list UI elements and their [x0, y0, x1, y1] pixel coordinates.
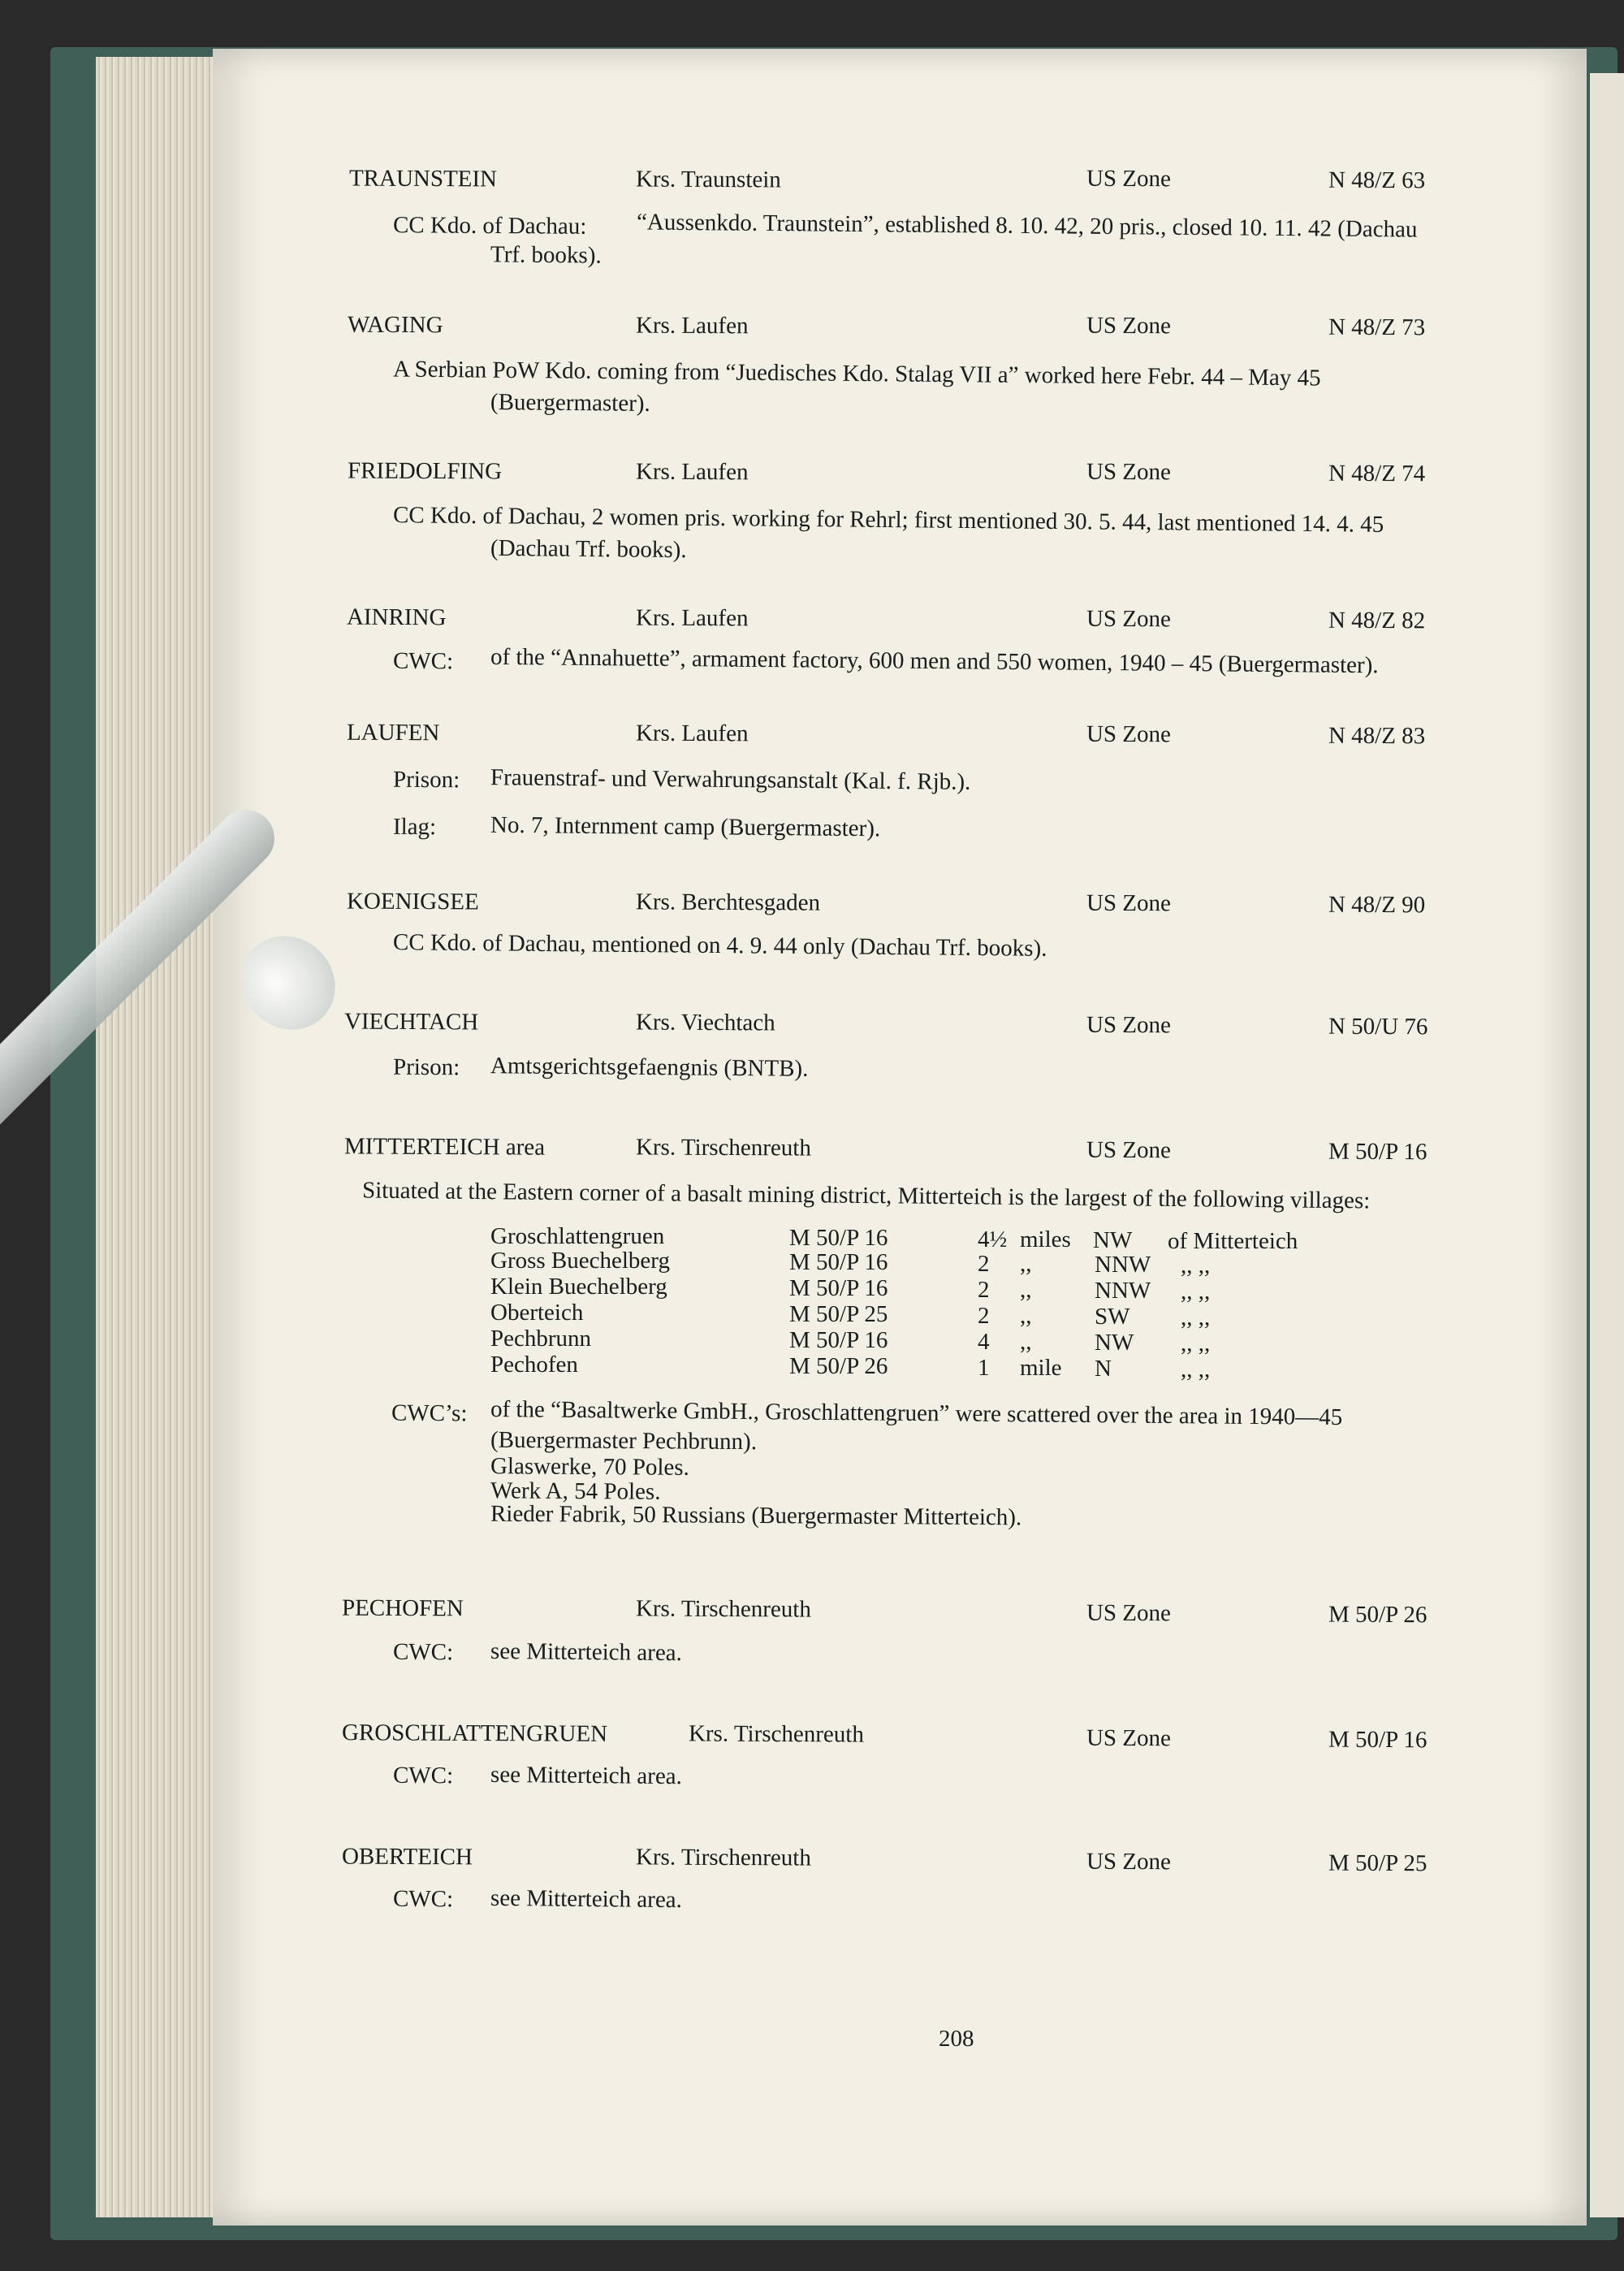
village-grid: M 50/P 26: [789, 1353, 888, 1379]
entry-district: Krs. Traunstein: [635, 166, 781, 193]
cwc-line: Glaswerke, 70 Poles.: [490, 1453, 689, 1481]
entry-note-text: Frauenstraf- und Verwahrungsanstalt (Kal. f. Rjb.).: [490, 764, 971, 795]
entry-grid: N 48/Z 90: [1328, 891, 1426, 919]
page-number: 208: [939, 2026, 974, 2052]
entry-district: Krs. Laufen: [635, 458, 749, 486]
entry-zone: US Zone: [1086, 458, 1172, 486]
entry-note-text: (Dachau Trf. books).: [490, 534, 687, 564]
entry-name: GROSCHLATTENGRUEN: [341, 1719, 608, 1747]
entry-grid: N 48/Z 73: [1328, 314, 1426, 341]
entry-district: Krs. Tirschenreuth: [635, 1844, 811, 1871]
entry-zone: US Zone: [1086, 720, 1172, 748]
entry-name: OBERTEICH: [341, 1843, 473, 1871]
entry-grid: N 48/Z 74: [1328, 460, 1426, 487]
entry-note-label: CWC:: [392, 647, 454, 675]
entry-name: MITTERTEICH area: [343, 1133, 546, 1161]
entry-name: AINRING: [346, 603, 447, 631]
entry-note-label: Prison:: [392, 1053, 460, 1081]
entry-note-text: Trf. books).: [490, 241, 602, 269]
entry-note-label: CWC:: [392, 1762, 454, 1789]
entry-district: Krs. Tirschenreuth: [635, 1134, 811, 1161]
entry-note-label: CWC:: [392, 1638, 454, 1666]
village-unit: miles: [1020, 1226, 1071, 1252]
entry-note-label: Prison:: [392, 766, 460, 794]
entry-note-text: of the “Annahuette”, armament factory, 600 men and 550 women, 1940 – 45 (Buergermaster).: [490, 643, 1379, 679]
entry-grid: N 48/Z 63: [1328, 167, 1426, 194]
entry-zone: US Zone: [1086, 889, 1172, 917]
entry-zone: US Zone: [1086, 1599, 1172, 1627]
village-distance: 1: [978, 1355, 990, 1381]
entry-name: FRIEDOLFING: [347, 457, 503, 485]
entry-grid: N 50/U 76: [1328, 1013, 1428, 1040]
village-grid: M 50/P 16: [789, 1275, 888, 1301]
village-name: Oberteich: [490, 1300, 584, 1326]
entry-district: Krs. Laufen: [635, 720, 749, 747]
entry-name: PECHOFEN: [341, 1594, 464, 1622]
village-unit: ,,: [1020, 1277, 1032, 1303]
entry-note-text: see Mitterteich area.: [490, 1884, 683, 1914]
entry-district: Krs. Viechtach: [635, 1009, 775, 1036]
entry-note-text: No. 7, Internment camp (Buergermaster).: [490, 811, 881, 842]
village-distance: 2: [978, 1303, 990, 1329]
village-unit: ,,: [1020, 1303, 1032, 1329]
village-grid: M 50/P 16: [789, 1249, 888, 1275]
village-direction: N: [1095, 1356, 1112, 1382]
entry-grid: M 50/P 25: [1328, 1849, 1427, 1877]
entry-note-text: see Mitterteich area.: [490, 1637, 683, 1667]
cwc-line: Rieder Fabrik, 50 Russians (Buergermaster Mitterteich).: [490, 1500, 1022, 1531]
entry-district: Krs. Berchtesgaden: [635, 889, 821, 916]
entry-zone: US Zone: [1086, 312, 1172, 340]
cwc-label: CWC’s:: [391, 1399, 468, 1427]
entry-zone: US Zone: [1086, 1848, 1172, 1875]
village-name: Groschlattengruen: [490, 1223, 665, 1249]
entry-name: LAUFEN: [346, 719, 440, 746]
village-reference: ,, ,,: [1181, 1252, 1211, 1278]
village-direction: NW: [1093, 1227, 1133, 1253]
entry-zone: US Zone: [1086, 1011, 1172, 1039]
village-name: Klein Buechelberg: [490, 1274, 667, 1300]
village-reference: ,, ,,: [1181, 1304, 1211, 1330]
village-unit: mile: [1020, 1355, 1062, 1381]
entry-district: Krs. Laufen: [635, 312, 749, 340]
entry-note-label: Ilag:: [392, 813, 437, 841]
village-direction: NNW: [1095, 1278, 1151, 1304]
village-unit: ,,: [1020, 1251, 1032, 1277]
entry-zone: US Zone: [1086, 165, 1172, 192]
village-grid: M 50/P 16: [789, 1225, 888, 1251]
entry-grid: M 50/P 26: [1328, 1601, 1427, 1629]
village-name: Pechofen: [490, 1352, 578, 1378]
entry-grid: M 50/P 16: [1328, 1726, 1427, 1754]
village-direction: NW: [1095, 1330, 1134, 1356]
entry-note-label: CC Kdo. of Dachau:: [392, 212, 587, 240]
entry-name: KOENIGSEE: [346, 888, 479, 915]
cwc-line: of the “Basaltwerke GmbH., Groschlattengruen” were scattered over the area in 1940—45: [490, 1395, 1343, 1431]
entry-note-text: CC Kdo. of Dachau, 2 women pris. working for Rehrl; first mentioned 30. 5. 44, last mentioned 14. 4. 45: [392, 502, 1384, 538]
village-reference: ,, ,,: [1181, 1356, 1211, 1382]
entry-name: TRAUNSTEIN: [348, 165, 498, 192]
village-distance: 4: [978, 1329, 990, 1355]
village-name: Gross Buechelberg: [490, 1248, 670, 1274]
entry-note-text: “Aussenkdo. Traunstein”, established 8. 10. 42, 20 pris., closed 10. 11. 42 (Dachau: [636, 209, 1418, 243]
entry-note-text: (Buergermaster).: [490, 389, 650, 417]
entry-grid: N 48/Z 83: [1328, 722, 1426, 750]
village-direction: NNW: [1095, 1252, 1151, 1278]
entry-note-text: A Serbian PoW Kdo. coming from “Juedisches Kdo. Stalag VII a” worked here Febr. 44 – May 45: [392, 356, 1321, 391]
entry-note-text: CC Kdo. of Dachau, mentioned on 4. 9. 44 only (Dachau Trf. books).: [392, 929, 1047, 962]
entry-name: WAGING: [347, 311, 443, 339]
village-grid: M 50/P 25: [789, 1301, 888, 1327]
entry-zone: US Zone: [1086, 1136, 1172, 1164]
village-reference: ,, ,,: [1181, 1278, 1211, 1304]
village-direction: SW: [1095, 1304, 1130, 1330]
village-distance: 2: [978, 1277, 990, 1303]
village-grid: M 50/P 16: [789, 1327, 888, 1353]
entry-district: Krs. Tirschenreuth: [635, 1595, 811, 1623]
village-name: Pechbrunn: [490, 1326, 592, 1352]
entry-grid: N 48/Z 82: [1328, 607, 1426, 634]
village-reference: of Mitterteich: [1168, 1228, 1298, 1254]
village-distance: 4½: [978, 1226, 1008, 1252]
entry-note-text: Amtsgerichtsgefaengnis (BNTB).: [490, 1053, 809, 1082]
entry-name: VIECHTACH: [343, 1008, 479, 1036]
entry-grid: M 50/P 16: [1328, 1138, 1427, 1166]
entry-note-text: see Mitterteich area.: [490, 1761, 683, 1790]
entry-note-label: CWC:: [392, 1885, 454, 1913]
entry-note-text: Situated at the Eastern corner of a basalt mining district, Mitterteich is the largest of the following villages:: [361, 1177, 1371, 1214]
cwc-line: Werk A, 54 Poles.: [490, 1477, 661, 1505]
village-distance: 2: [978, 1251, 990, 1277]
entry-zone: US Zone: [1086, 605, 1172, 633]
village-unit: ,,: [1020, 1329, 1032, 1355]
entry-district: Krs. Laufen: [635, 604, 749, 632]
entry-zone: US Zone: [1086, 1724, 1172, 1752]
village-reference: ,, ,,: [1181, 1330, 1211, 1356]
entry-district: Krs. Tirschenreuth: [688, 1720, 864, 1748]
cwc-line: (Buergermaster Pechbrunn).: [490, 1426, 758, 1456]
